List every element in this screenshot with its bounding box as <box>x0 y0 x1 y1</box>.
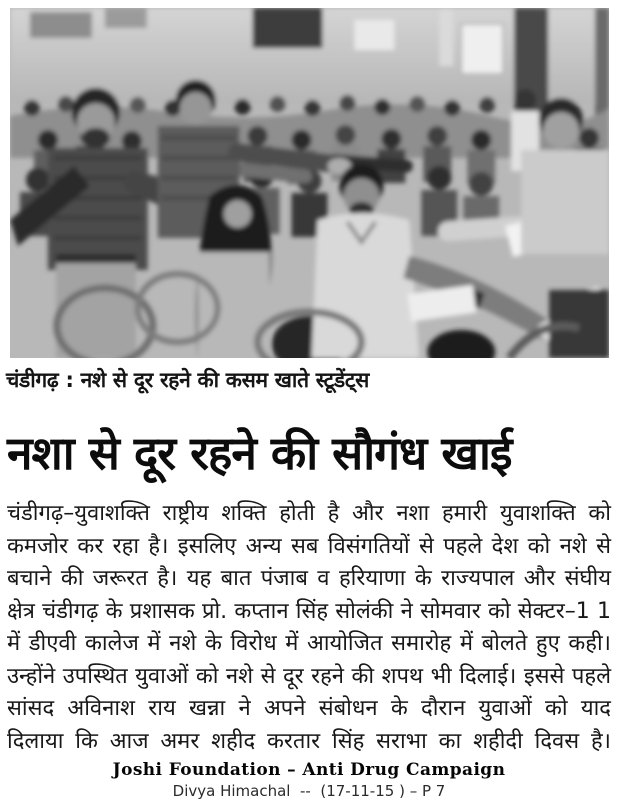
article-body <box>7 498 611 758</box>
crowd-oath-photo <box>10 8 609 358</box>
body-line: चंडीगढ़–युवाशक्ति राष्ट्रीय शक्ति होती है और नशा हमारी युवाशक्ति को <box>7 501 611 526</box>
body-line: दिलाया कि आज अमर शहीद करतार सिंह सराभा का शहीदी दिवस है। <box>7 728 611 754</box>
body-line: क्षेत्र चंडीगढ़ के प्रशासक प्रो. कप्तान सिंह सोलंकी ने सोमवार को सेक्टर–1 1 <box>7 598 611 624</box>
body-line: में डीएवी कालेज में नशे के विरोध में आयोजित समारोह में बोलते हुए कही। <box>7 631 611 656</box>
article-headline: नशा से दूर रहने की सौगंध खाई <box>7 426 512 480</box>
photo-caption: चंडीगढ़ : नशे से दूर रहने की कसम खाते स्टूडेंट्स <box>6 368 370 392</box>
body-line: कमजोर कर रहा है। इसलिए अन्य सब विसंगतियों से पहले देश को नशे से <box>7 533 611 559</box>
body-line: सांसद अविनाश राय खन्ना ने अपने संबोधन के दौरान युवाओं को याद <box>7 696 611 721</box>
campaign-credit-line: Joshi Foundation – Anti Drug Campaign <box>112 760 506 780</box>
publication-source-line: Divya Himachal -- (17-11-15 ) – P 7 <box>172 782 446 800</box>
body-line: बचाने की जरूरत है। यह बात पंजाब व हरियाणा के राज्यपाल और संघीय <box>7 566 611 591</box>
crowd-photo-illustration <box>10 8 609 358</box>
body-line: उन्होंने उपस्थित युवाओं को नशे से दूर रहने की शपथ भी दिलाई। इससे पहले <box>7 663 611 689</box>
